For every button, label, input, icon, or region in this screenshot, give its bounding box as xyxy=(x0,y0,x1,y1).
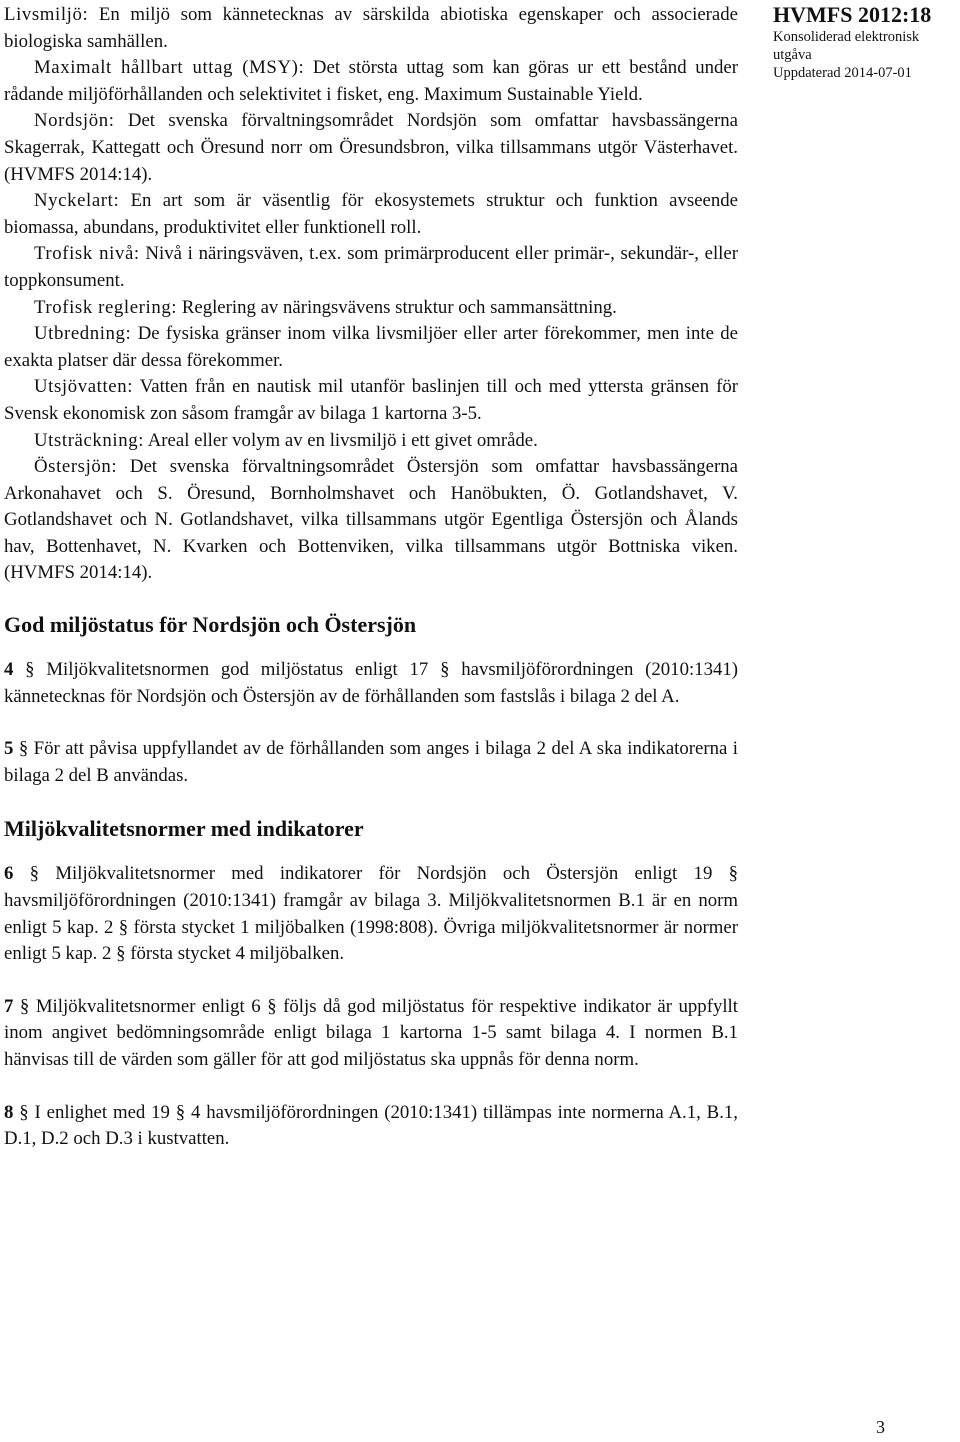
paragraph-6 xyxy=(4,861,738,967)
edition-label-continued: utgåva xyxy=(773,47,812,63)
paragraph-text: Miljökvalitetsnormer med indikatorer för Nordsjön och Östersjön enligt 19 § havsmiljöförordningen (2010:1341) framgår av bilaga 3. Miljökvalitetsnormen B.1 är en norm enligt 5 kap. 2 § första stycket 1 miljöbalken (1998:808). Övriga miljökvalitetsnormer är normer enligt 5 kap. 2 § första stycket 4 miljöbalken. xyxy=(4,863,738,965)
paragraph-4 xyxy=(4,657,738,710)
definition-term: Utbredning: xyxy=(34,323,132,345)
definition-ostersjon xyxy=(4,454,738,587)
definition-term: Maximalt hållbart uttag (MSY): xyxy=(34,57,305,79)
section-sign: § xyxy=(13,659,35,681)
regulation-code: HVMFS 2012:18 xyxy=(773,2,932,27)
definition-term: Trofisk nivå: xyxy=(34,243,140,265)
definition-term: Livsmiljö: xyxy=(4,4,89,25)
paragraph-number: 5 xyxy=(4,738,14,760)
section-sign: § xyxy=(13,863,40,885)
definition-term: Nyckelart: xyxy=(34,190,120,212)
definition-term: Utsjövatten: xyxy=(34,376,134,398)
definition-utstrackning xyxy=(4,428,738,455)
page-number: 3 xyxy=(876,1417,885,1437)
paragraph-text: I enlighet med 19 § 4 havsmiljöförordningen (2010:1341) tillämpas inte normerna A.1, B.1, D.1, D.2 och D.3 i kustvatten. xyxy=(4,1101,738,1150)
section-sign: § xyxy=(13,738,29,760)
definition-livsmiljo xyxy=(4,2,738,55)
definition-text: De fysiska gränser inom vilka livsmiljöer eller arter förekommer, men inte de exakta platser där dessa förekommer. xyxy=(4,323,738,371)
paragraph-number: 4 xyxy=(4,659,14,681)
definition-text: Det största uttag som kan göras ur ett bestånd under rådande miljöförhållanden och selektivitet i fisket, eng. Maximum Sustainable Yield. xyxy=(4,57,738,105)
section-heading-god-miljostatus: God miljöstatus för Nordsjön och Östersjön xyxy=(4,612,417,638)
definition-msy xyxy=(4,55,738,108)
definition-trofisk-reglering xyxy=(4,295,738,322)
definition-nordsjon xyxy=(4,108,738,188)
definition-text: Det svenska förvaltningsområdet Nordsjön som omfattar havsbassängerna Skagerrak, Kattegatt och Öresund norr om Öresundsbron, vilka tillsammans utgör Västerhavet. (HVMFS 2014:14). xyxy=(4,110,738,185)
paragraph-number: 6 xyxy=(4,863,14,885)
section-sign: § xyxy=(13,1101,29,1123)
paragraph-number: 8 xyxy=(4,1101,14,1123)
paragraph-8 xyxy=(4,1100,738,1153)
definition-term: Trofisk reglering: xyxy=(34,296,178,318)
paragraph-number: 7 xyxy=(4,995,14,1017)
definition-trofisk-niva xyxy=(4,241,738,294)
paragraph-text: För att påvisa uppfyllandet av de förhållanden som anges i bilaga 2 del A ska indikatorerna i bilaga 2 del B användas. xyxy=(4,738,738,786)
definition-text: Vatten från en nautisk mil utanför baslinjen till och med yttersta gränsen för Svensk ekonomisk zon såsom framgår av bilaga 1 kartorna 3-5. xyxy=(4,376,738,424)
paragraph-text: Miljökvalitetsnormen god miljöstatus enligt 17 § havsmiljöförordningen (2010:1341) kännetecknas för Nordsjön och Östersjön av de förhållanden som fastslås i bilaga 2 del A. xyxy=(4,659,739,707)
definition-term: Utsträckning: xyxy=(34,429,145,451)
definition-text: Det svenska förvaltningsområdet Östersjön som omfattar havsbassängerna Arkonahavet och S. Öresund, Bornholmshavet och Hanöbukten, Ö. Gotlandshavet, V. Gotlandshavet och N. Gotlandshavet, vilka tillsammans utgör Egentliga Östersjön och Ålands hav, Bottenhavet, N. Kvarken och Bottenviken, vilka tillsammans utgör Bottniska viken. (HVMFS 2014:14). xyxy=(4,456,738,584)
paragraph-5 xyxy=(4,736,738,789)
definition-utsjovatten xyxy=(4,374,738,427)
definition-utbredning xyxy=(4,321,738,374)
definition-text: En art som är väsentlig för ekosystemets struktur och funktion avseende biomassa, abundans, produktivitet eller funktionell roll. xyxy=(4,190,738,238)
edition-label: Konsoliderad elektronisk xyxy=(773,29,920,45)
section-sign: § xyxy=(13,995,30,1017)
definition-text: Nivå i näringsväven, t.ex. som primärproducent eller primär-, sekundär-, eller toppkonsument. xyxy=(4,243,738,291)
document-identifier-sidebar xyxy=(773,2,958,82)
document-body xyxy=(4,2,738,1179)
definition-term: Östersjön: xyxy=(34,456,118,478)
definition-text: En miljö som kännetecknas av särskilda abiotiska egenskaper och associerade biologiska samhällen. xyxy=(4,4,738,52)
definition-nyckelart xyxy=(4,188,738,241)
definitions-list xyxy=(4,2,738,587)
paragraph-text: Miljökvalitetsnormer enligt 6 § följs då god miljöstatus för respektive indikator är uppfyllt inom angivet bedömningsområde enligt bilaga 1 kartorna 1-5 samt bilaga 4. I normen B.1 hänvisas till de värden som gäller för att god miljöstatus ska uppnås för denna norm. xyxy=(4,995,738,1070)
paragraph-7 xyxy=(4,994,738,1074)
definition-text: Reglering av näringsvävens struktur och sammansättning. xyxy=(177,296,617,318)
updated-date: Uppdaterad 2014-07-01 xyxy=(773,65,912,81)
section-heading-miljokvalitetsnormer: Miljökvalitetsnormer med indikatorer xyxy=(4,816,364,842)
definition-term: Nordsjön: xyxy=(34,110,115,132)
definition-text: Areal eller volym av en livsmiljö i ett givet område. xyxy=(144,429,538,451)
